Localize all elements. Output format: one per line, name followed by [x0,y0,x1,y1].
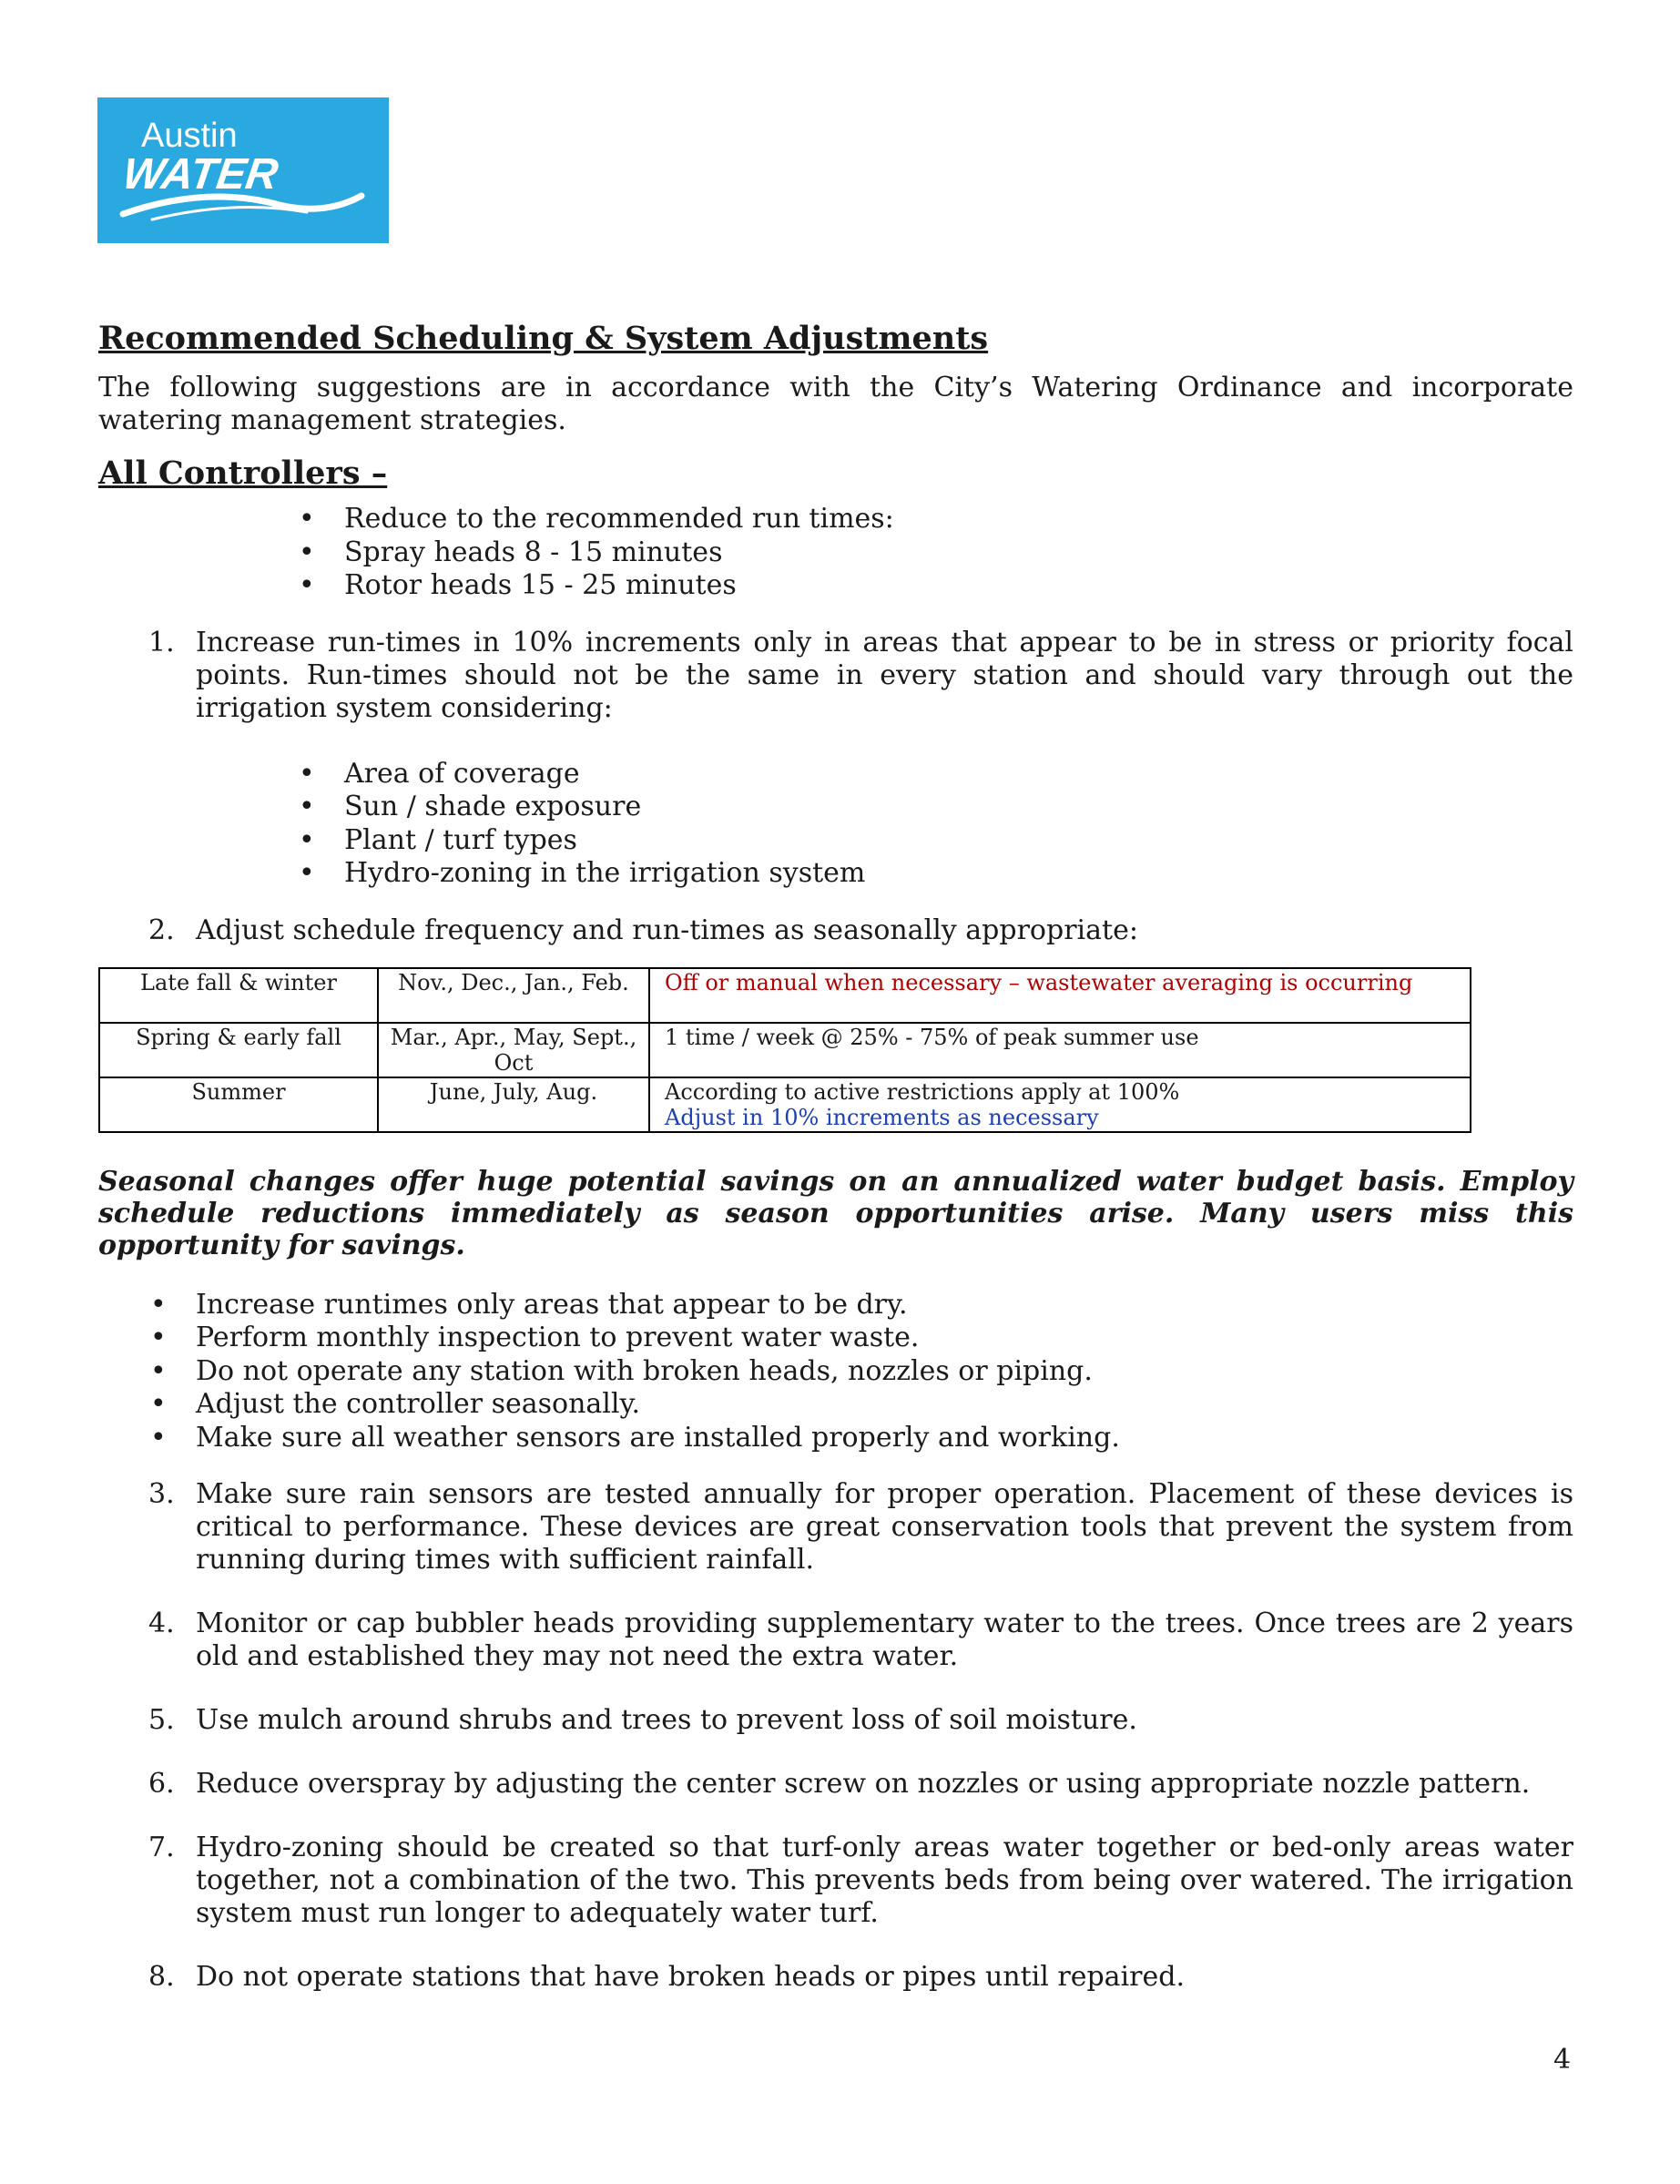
months-cell: June, July, Aug. [378,1077,649,1132]
list-item: • Sun / shade exposure [344,791,1573,824]
item-text: Do not operate stations that have broken heads or pipes until repaired. [196,1961,1185,1993]
numbered-item-8 [98,1961,1573,1994]
svg-text:WATER: WATER [119,149,281,199]
document-body [98,319,1573,1994]
item-text: Make sure rain sensors are tested annually for proper operation. Placement of these devices is critical to performance. These devices are great conservation tools that prevent the system from running during times with sufficient rainfall. [196,1478,1573,1576]
list-item: • Reduce to the recommended run times: [344,503,1573,536]
list-item: • Adjust the controller seasonally. [196,1388,1573,1422]
austin-water-logo-graphic [97,97,389,243]
months-cell: Nov., Dec., Jan., Feb. [378,968,649,1023]
item-text: Use mulch around shrubs and trees to prevent loss of soil moisture. [196,1704,1137,1736]
item-number: 1. [148,626,175,658]
numbered-item-7 [98,1832,1573,1930]
guidance-line: 1 time / week @ 25% - 75% of peak summer use [665,1024,1199,1050]
emphasis-paragraph: Seasonal changes offer huge potential savings on an annualized water budget basis. Employ schedule reductions immediately as season opportunities arise. Many users miss this opportunity for savings. [98,1165,1573,1261]
list-item: • Increase runtimes only areas that appear to be dry. [196,1289,1573,1322]
season-cell: Late fall & winter [99,968,378,1023]
item-number: 6. [148,1768,175,1800]
guidance-line: According to active restrictions apply at 100% [665,1078,1180,1105]
item-number: 7. [148,1832,175,1863]
practice-bullet-list [98,1289,1573,1455]
item-text: Adjust schedule frequency and run-times as seasonally appropriate: [196,913,1138,946]
guidance-cell [649,968,1471,1023]
list-item: • Perform monthly inspection to prevent water waste. [196,1322,1573,1355]
numbered-item-2 [98,914,1573,947]
season-cell: Spring & early fall [99,1023,378,1077]
table-row [99,968,1471,1023]
consideration-bullet-list [98,758,1573,891]
list-item: • Plant / turf types [344,824,1573,858]
item-number: 4. [148,1607,175,1639]
svg-text:Austin: Austin [141,117,238,155]
item-text: Reduce overspray by adjusting the center screw on nozzles or using appropriate nozzle pattern. [196,1768,1531,1800]
numbered-item-6 [98,1768,1573,1801]
runtime-bullet-list [98,503,1573,603]
item-number: 3. [148,1478,175,1510]
austin-water-logo [97,97,389,243]
section-heading: All Controllers – [98,454,388,492]
list-item: • Rotor heads 15 - 25 minutes [344,569,1573,603]
guidance-cell [649,1077,1471,1132]
guidance-line: Off or manual when necessary – wastewater averaging is occurring [665,969,1413,995]
season-cell: Summer [99,1077,378,1132]
guidance-line [665,995,1462,1021]
numbered-item-3 [98,1478,1573,1577]
page-number: 4 [1553,2044,1572,2076]
seasonal-schedule-table [98,967,1471,1133]
table-row [99,1023,1471,1077]
item-text: Monitor or cap bubbler heads providing supplementary water to the trees. Once trees are 2 years old and established they may not need the extra water. [196,1607,1573,1672]
guidance-line [665,1050,1462,1076]
list-item: • Area of coverage [344,758,1573,791]
months-cell: Mar., Apr., May, Sept., Oct [378,1023,649,1077]
intro-paragraph: The following suggestions are in accordance with the City’s Watering Ordinance and incorporate watering management strategies. [98,372,1573,436]
guidance-cell [649,1023,1471,1077]
item-number: 8. [148,1961,175,1993]
item-text: Increase run-times in 10% increments only in areas that appear to be in stress or priority focal points. Run-times should not be the same in every station and should vary through out the irrigation system considering: [196,626,1573,724]
numbered-item-1 [98,627,1573,725]
numbered-item-4 [98,1607,1573,1673]
page-title: Recommended Scheduling & System Adjustments [98,320,989,357]
list-item: • Make sure all weather sensors are installed properly and working. [196,1422,1573,1455]
list-item: • Hydro-zoning in the irrigation system [344,857,1573,891]
table-row [99,1077,1471,1132]
list-item: • Spray heads 8 - 15 minutes [344,536,1573,570]
item-text: Hydro-zoning should be created so that turf-only areas water together or bed-only areas water together, not a combination of the two. This prevents beds from being over watered. The irrigation system must run longer to adequately water turf. [196,1832,1573,1929]
item-number: 5. [148,1704,175,1736]
list-item: • Do not operate any station with broken heads, nozzles or piping. [196,1355,1573,1389]
guidance-line: Adjust in 10% increments as necessary [665,1104,1099,1130]
numbered-item-5 [98,1704,1573,1737]
item-number: 2. [148,913,175,946]
